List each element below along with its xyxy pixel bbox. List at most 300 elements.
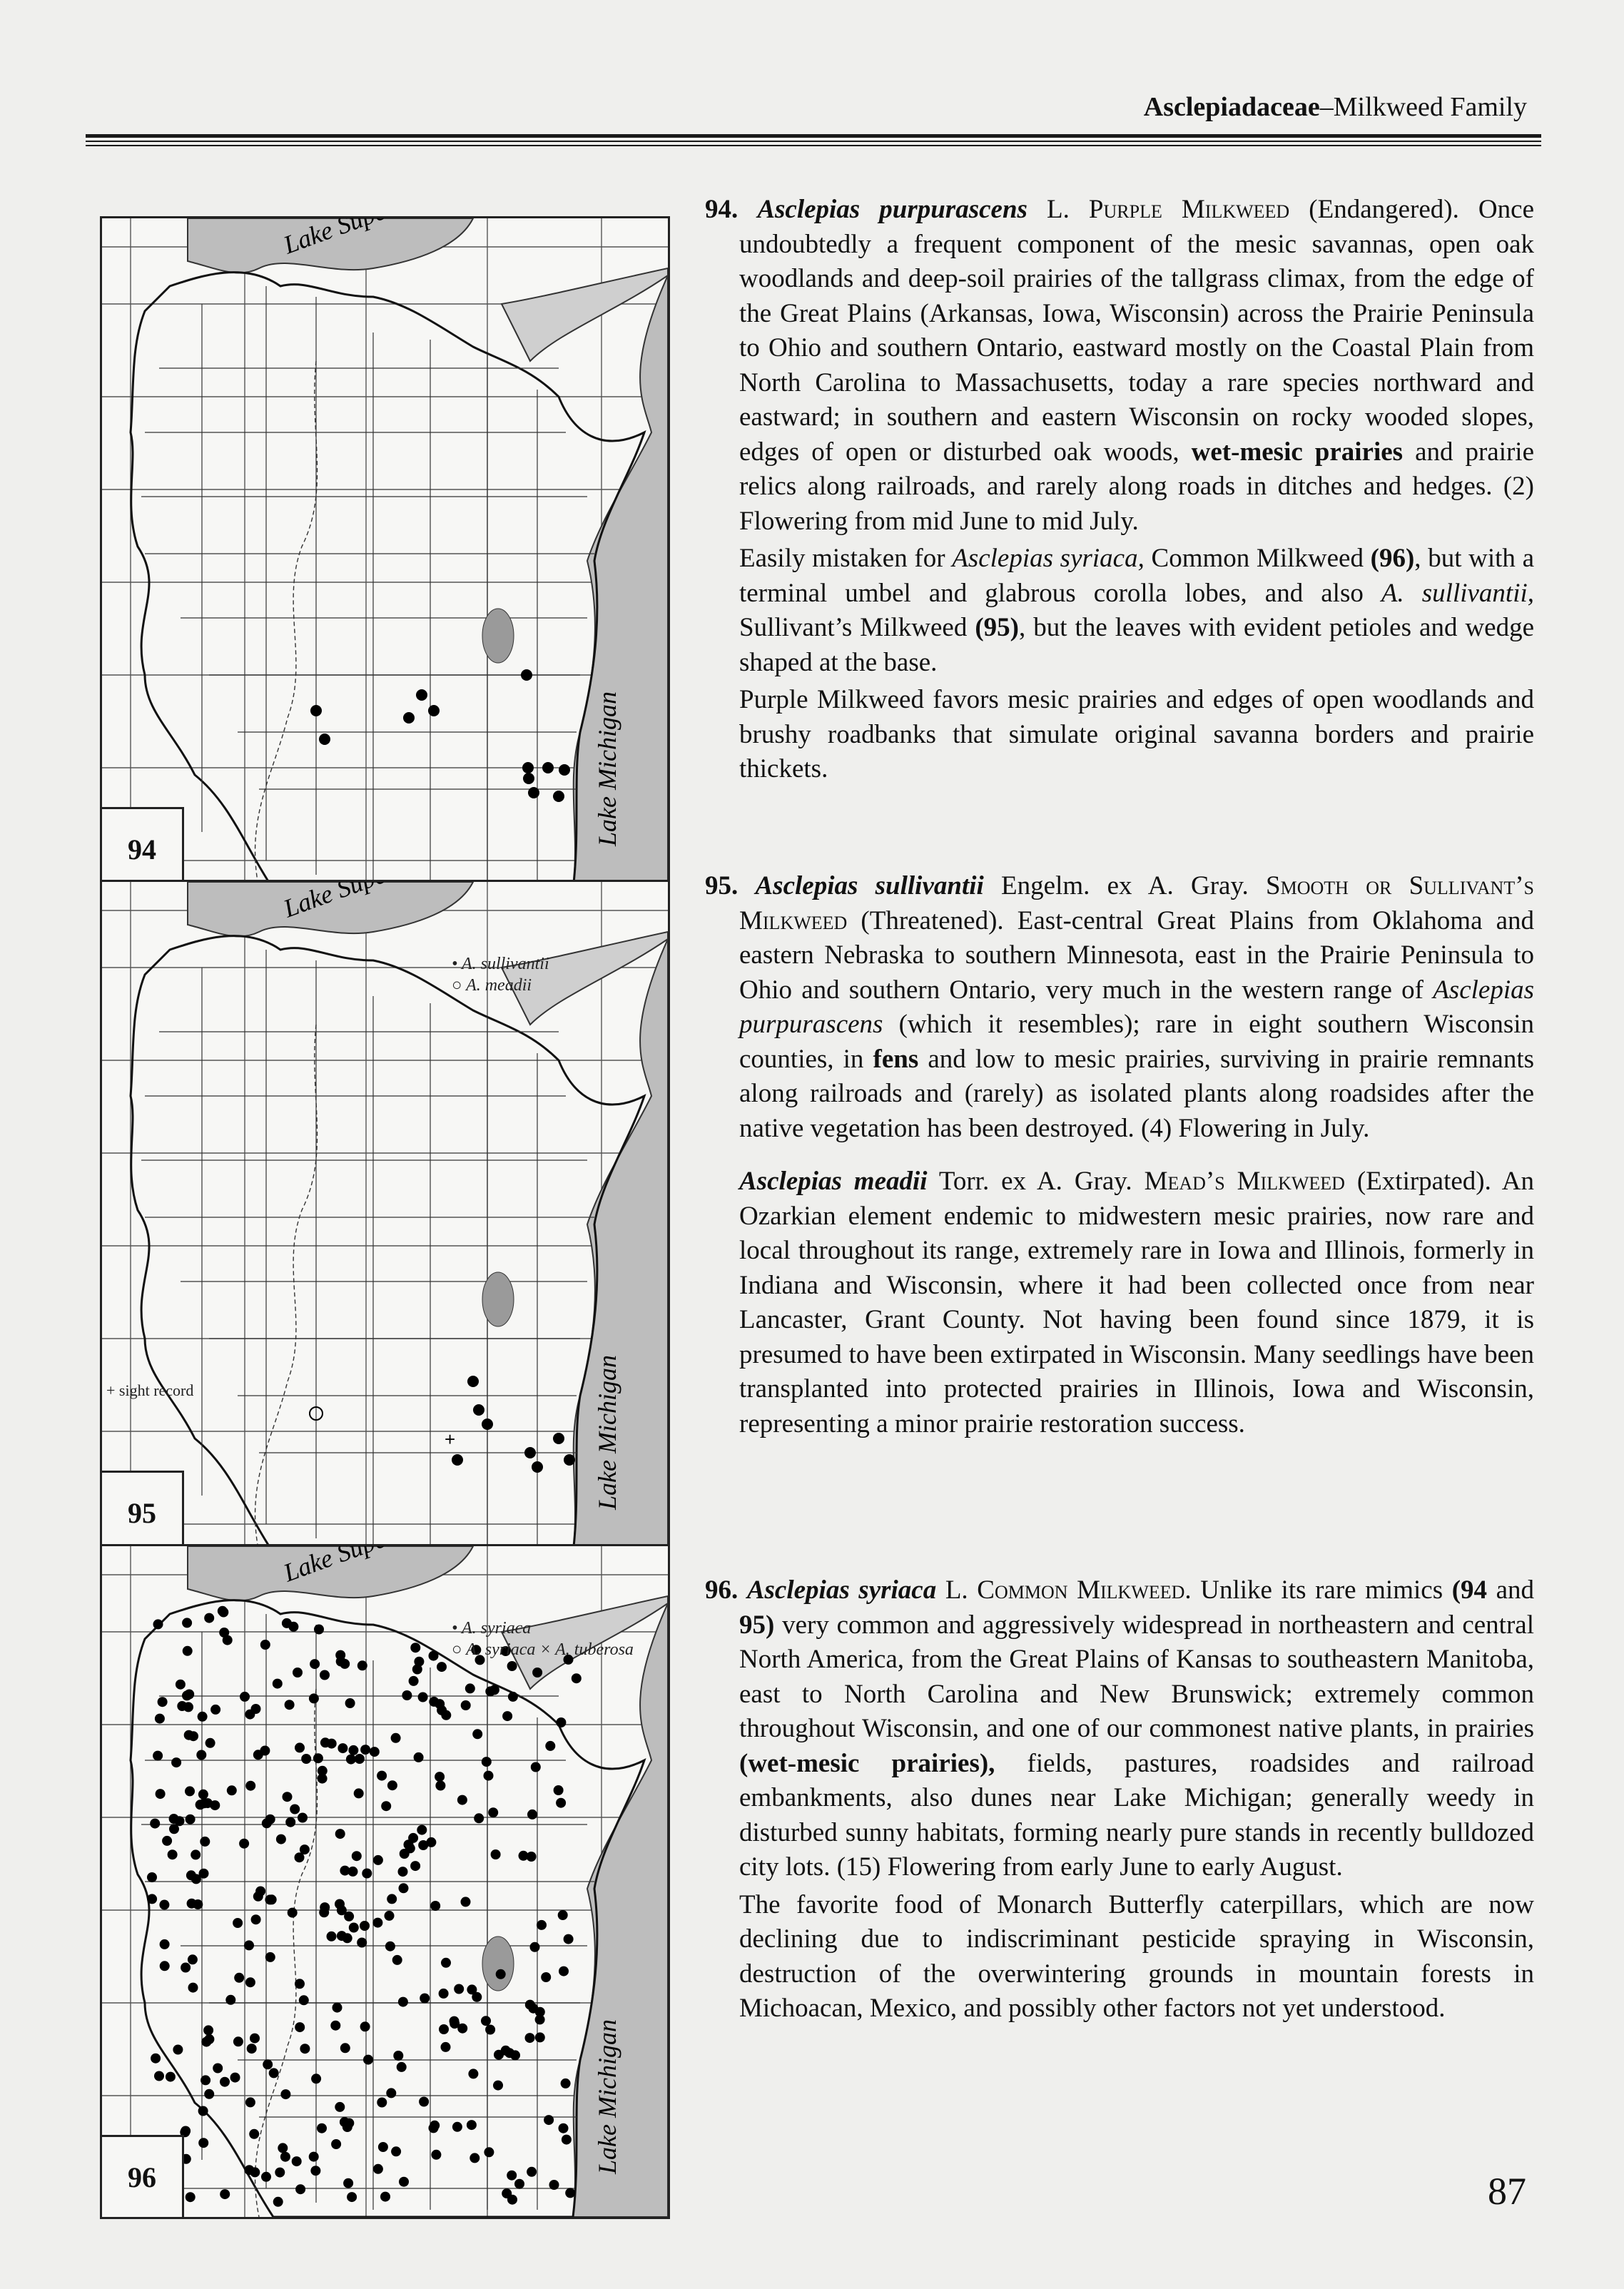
record-dot — [201, 2075, 210, 2085]
record-dot — [283, 1792, 293, 1802]
record-dot — [377, 1771, 387, 1781]
author: L. — [1047, 195, 1070, 224]
record-dot — [153, 1619, 163, 1629]
record-dot — [439, 2024, 449, 2034]
record-dot — [482, 1418, 493, 1430]
record-dot — [240, 1692, 250, 1702]
record-dot — [292, 2156, 302, 2166]
record-dot — [542, 762, 554, 773]
record-dot — [360, 1921, 370, 1931]
record-dot — [244, 1940, 254, 1950]
record-dot — [265, 1952, 275, 1962]
record-dot — [496, 1969, 506, 1979]
record-dot — [166, 2072, 176, 2082]
entry-95 — [705, 869, 1534, 1441]
record-dot — [173, 2045, 183, 2055]
record-dot — [220, 2077, 230, 2087]
record-dot — [381, 1801, 391, 1811]
record-dot — [354, 1788, 364, 1798]
record-dot — [280, 2152, 290, 2162]
record-dot — [357, 1938, 367, 1948]
record-dot — [227, 1785, 237, 1795]
record-dot — [430, 1901, 440, 1911]
record-dot — [418, 1840, 428, 1850]
record-dot — [278, 2143, 288, 2153]
record-dot — [253, 1892, 263, 1902]
record-dot — [293, 1668, 303, 1678]
record-dot — [310, 2166, 320, 2176]
record-dot — [429, 2123, 439, 2133]
body-text: fields, pastures, roadsides and railroad embankments, also dunes near Lake Michigan; generally weedy in disturbed sunny habitats, forming nearly pure stands in recently bulldozed city lots. (15) Flowering from early June to early August. — [739, 1748, 1535, 1882]
record-dot — [301, 1754, 311, 1764]
record-dot — [213, 2064, 223, 2074]
record-dot — [154, 2071, 164, 2081]
record-dot — [273, 1679, 283, 1689]
record-dot — [285, 1817, 295, 1827]
record-dot — [147, 1894, 157, 1904]
record-dot — [200, 1837, 210, 1847]
record-dot — [295, 2184, 305, 2194]
record-dot — [245, 1781, 255, 1791]
record-dot — [210, 1705, 220, 1715]
body-text: Once undoubtedly a frequent component of the mesic savannas, open oak woodlands and deep-soil prairies of the tallgrass climax, from the edge of the Great Plains (Arkansas, Iowa, Wisconsin) across the Prairie Peninsula to Ohio and southern Ontario, eastward mostly on the Coastal Plain from North Carolina to Massachusetts, today a rare species northward and eastward; in southern and eastern Wisconsin on rocky wooded slopes, edges of open or disturbed oak woods, — [739, 195, 1534, 467]
page-number: 87 — [1488, 2170, 1526, 2213]
record-dot — [441, 1710, 451, 1720]
record-dot — [428, 705, 440, 716]
record-dot — [186, 1870, 196, 1880]
species-name: Asclepias syriaca — [746, 1575, 937, 1605]
map-number-96: 96 — [102, 2135, 184, 2217]
entry-number: 96. — [705, 1575, 739, 1605]
habitat-bold: (wet-mesic prairies), — [739, 1748, 995, 1778]
record-dot — [414, 1752, 424, 1762]
record-dot — [549, 2180, 559, 2190]
record-dot — [467, 1376, 479, 1387]
record-dot — [402, 1690, 412, 1700]
record-dot — [251, 1914, 261, 1924]
record-dot — [253, 1750, 263, 1760]
author: Torr. ex A. Gray. — [938, 1167, 1132, 1196]
entry-94-para-2 — [705, 542, 1534, 680]
record-dot — [162, 1836, 172, 1846]
record-dot — [169, 1814, 179, 1824]
record-dot — [535, 2032, 545, 2042]
record-dot — [247, 2044, 257, 2054]
record-dot — [485, 2025, 495, 2035]
record-dot — [418, 1692, 428, 1702]
record-dot — [345, 1698, 355, 1708]
record-dot — [535, 2014, 545, 2024]
record-dot — [403, 712, 415, 724]
record-dot — [331, 2139, 341, 2149]
entry-96-para-1 — [705, 1573, 1534, 1885]
record-dot — [295, 1979, 305, 1989]
record-dot — [385, 1911, 395, 1921]
record-dot — [203, 2025, 213, 2035]
record-dot — [429, 1697, 439, 1707]
record-dot — [198, 2138, 208, 2148]
record-dot — [186, 1815, 196, 1824]
record-dot — [335, 1899, 345, 1909]
record-dot — [398, 1867, 408, 1877]
record-dot — [171, 1757, 181, 1767]
legend-meadii: ○ A. meadii — [452, 976, 532, 995]
cross-ref: (95) — [975, 613, 1020, 642]
record-dot — [311, 2074, 321, 2084]
record-dot — [410, 1643, 420, 1653]
body-text: East-central Great Plains from Oklahoma and eastern Nebraska to southern Minnesota, east in the Prairie Peninsula to Ohio and southern Ontario, very much in the western range of — [739, 905, 1535, 1005]
record-dot — [245, 2097, 255, 2107]
body-text: Unlike its rare mimics — [1200, 1575, 1443, 1605]
record-dot — [357, 1660, 367, 1670]
record-dot — [521, 669, 532, 681]
record-dot — [160, 1961, 170, 1971]
record-dot — [435, 1772, 445, 1782]
record-dot — [244, 2165, 254, 2175]
record-dot — [410, 1861, 420, 1871]
record-dot — [435, 1781, 445, 1791]
record-dot — [340, 2043, 350, 2053]
record-dot — [484, 1771, 494, 1781]
record-dot — [269, 2068, 279, 2078]
record-dot — [230, 2073, 240, 2083]
cross-ref: (96) — [1370, 544, 1415, 573]
record-dot — [225, 1995, 235, 2005]
record-dot — [349, 1923, 359, 1933]
entry-94-para-1 — [705, 193, 1534, 539]
record-dot — [239, 1839, 249, 1849]
record-dot — [317, 2123, 327, 2133]
record-dot — [377, 2098, 387, 2108]
record-dot — [559, 764, 570, 776]
species-ref: Asclepias syriaca, — [952, 544, 1145, 573]
record-dot — [168, 1849, 178, 1859]
record-dot — [300, 2044, 310, 2054]
record-dot — [537, 1920, 547, 1930]
record-dot — [220, 2189, 230, 2199]
record-dot — [188, 1983, 198, 1993]
distribution-map-96 — [100, 1544, 670, 2219]
record-dot — [177, 1701, 187, 1711]
record-dot — [265, 1815, 275, 1824]
record-dot — [156, 1789, 166, 1799]
record-dot — [261, 2172, 271, 2182]
map-94-drawing — [102, 218, 668, 889]
common-name: Purple Milkweed — [1088, 195, 1290, 224]
record-dot — [545, 1741, 555, 1751]
record-dot — [408, 1833, 418, 1843]
map-number-94: 94 — [102, 807, 184, 889]
record-dot — [457, 1795, 467, 1805]
record-dot — [450, 2016, 460, 2026]
body-text: An Ozarkian element endemic to midwestern mesic prairies, now rare and local throughout its range, extremely rare in Iowa and Illinois, formerly in Indiana and Wisconsin, where it had been collected once from near Lancaster, Grant County. Not having been found since 1879, it is presumed to have been extirpated in Wisconsin. Many seedlings have been transplanted into protected prairies in Illinois, Iowa and Wisconsin, representing a minor prairie restoration success. — [739, 1167, 1534, 1438]
record-dot — [385, 1942, 395, 1952]
record-dot — [188, 1731, 198, 1741]
record-dot — [457, 2024, 467, 2034]
record-dot — [525, 2033, 535, 2043]
record-dot — [265, 1894, 275, 1904]
record-dot — [409, 1676, 419, 1686]
record-dot — [198, 2106, 208, 2116]
record-dot — [470, 2153, 479, 2163]
record-dot — [150, 1819, 160, 1829]
entry-95-para-1 — [705, 869, 1534, 1146]
record-dot — [285, 1700, 295, 1710]
record-dot — [565, 2188, 575, 2198]
record-dot — [363, 2055, 373, 2065]
record-dot — [335, 2102, 345, 2112]
cross-ref: (94 — [1451, 1575, 1488, 1605]
record-dot — [275, 2168, 285, 2178]
record-dot — [393, 2051, 403, 2061]
record-dot — [300, 1844, 310, 1854]
common-name: Common Milkweed. — [977, 1575, 1192, 1605]
body-text: very common and aggressively widespread in northeastern and central North America, from the Great Plains of Kansas to southeastern Manitoba, east to North Carolina and New Brunswick; extremely common throughout Wisconsin, and one of our commonest native plants, in prairies — [739, 1610, 1534, 1743]
record-dot — [158, 1697, 168, 1707]
record-dot — [295, 2022, 305, 2032]
habitat-bold: wet-mesic prairies — [1191, 437, 1404, 467]
entry-95-meadii — [705, 1164, 1534, 1441]
common-name: Mead’s Milkweed — [1144, 1167, 1345, 1196]
record-dot — [160, 1939, 170, 1949]
record-dot — [559, 1966, 569, 1976]
body-text: and low to mesic prairies, surviving in prairie remnants along railroads and (rarely) as isolated plants along roadsides after the native vegetation has been destroyed. (4) Flowering in July. — [739, 1044, 1535, 1143]
sight-record-cross: + — [445, 1428, 456, 1450]
record-dot — [484, 2147, 494, 2157]
record-dot — [502, 1711, 512, 1721]
record-dot — [219, 1628, 229, 1638]
species-name: Asclepias sullivantii — [755, 871, 984, 900]
record-dot — [524, 1447, 536, 1458]
record-dot — [338, 1743, 347, 1753]
record-dot — [452, 1454, 463, 1466]
sight-record-key: + sight record — [106, 1381, 194, 1399]
map-number-95: 95 — [102, 1471, 184, 1553]
header-family: Asclepiadaceae — [1143, 92, 1320, 122]
record-dot — [452, 2122, 462, 2132]
record-dot — [558, 1910, 568, 1920]
record-dot — [234, 1973, 244, 1983]
record-dot — [355, 1754, 365, 1764]
record-dot — [360, 2021, 370, 2031]
record-dot — [488, 1807, 498, 1817]
record-dot — [553, 1433, 564, 1444]
record-dot — [380, 2192, 390, 2202]
record-dot — [397, 2062, 407, 2072]
record-dot — [527, 1810, 537, 1819]
record-dot — [298, 1813, 308, 1823]
record-dot — [489, 1685, 499, 1695]
record-dot — [204, 1613, 214, 1623]
record-dot — [372, 1918, 382, 1928]
record-dot — [429, 1651, 439, 1661]
record-dot — [318, 1766, 328, 1776]
record-dot — [561, 2079, 571, 2088]
record-dot — [250, 2034, 260, 2044]
record-dot — [431, 2150, 441, 2160]
record-dot — [494, 2050, 504, 2060]
record-dot — [531, 1762, 541, 1772]
author: L. — [945, 1575, 968, 1605]
record-dot — [159, 1900, 169, 1910]
record-dot — [556, 1798, 566, 1808]
species-name: Asclepias purpurascens — [757, 195, 1027, 224]
entry-94 — [705, 193, 1534, 787]
legend-syriaca-hybrid: ○ A. syriaca × A. tuberosa — [452, 1640, 634, 1659]
entry-96-para-2: The favorite food of Monarch Butterfly caterpillars, which are now declining due to indiscriminant pesticide spraying in Wisconsin, destruction of the overwintering grounds in mountain forests in Michoacan, Mexico, and possibly other factors not yet understood. — [739, 1889, 1534, 2023]
record-dot — [187, 1899, 197, 1909]
lake-michigan-label: Lake Michigan — [593, 1355, 621, 1510]
record-dot — [319, 734, 330, 745]
record-dot — [153, 1751, 163, 1761]
record-dot — [454, 1984, 464, 1994]
status: (Endangered). — [1309, 195, 1459, 224]
map-95-legend — [452, 953, 549, 996]
record-dot — [514, 2179, 524, 2189]
record-dot — [392, 1955, 402, 1965]
record-dot — [441, 2042, 451, 2052]
record-dot — [198, 1712, 208, 1722]
record-dot — [348, 1867, 358, 1877]
record-dot — [370, 1747, 380, 1757]
record-dot — [233, 1918, 243, 1928]
record-dot — [176, 1680, 186, 1690]
record-dot — [169, 1824, 179, 1834]
record-dot — [481, 2016, 491, 2026]
record-dot — [183, 1646, 193, 1656]
record-dot — [181, 1963, 191, 1973]
record-dot — [419, 2097, 429, 2107]
record-dot — [309, 1693, 319, 1703]
record-dot — [344, 2118, 354, 2128]
record-dot — [472, 1729, 482, 1739]
record-dot — [465, 1683, 475, 1693]
record-dot — [473, 1404, 484, 1416]
record-dot — [320, 1670, 330, 1680]
record-dot — [347, 2192, 357, 2202]
distribution-map-95 — [100, 880, 670, 1555]
record-dot — [310, 1659, 320, 1669]
record-dot — [336, 1657, 346, 1667]
record-dot — [386, 2088, 396, 2098]
record-dot — [263, 2059, 273, 2069]
record-dot — [233, 2036, 243, 2046]
record-dot — [196, 1750, 206, 1760]
status: (Threatened). — [861, 905, 1004, 935]
header-rule-bottom — [86, 145, 1541, 146]
entry-94-para-3: Purple Milkweed favors mesic prairies and edges of open woodlands and brushy roadbanks that simulate original savanna borders and prairie thickets. — [739, 685, 1534, 783]
record-dot — [182, 1690, 192, 1700]
record-dot — [151, 2054, 161, 2064]
record-dot — [544, 2115, 554, 2125]
record-dot — [295, 1742, 305, 1752]
cross-ref: 95) — [739, 1610, 775, 1640]
record-dot — [218, 1608, 228, 1618]
record-dot — [398, 1997, 408, 2007]
record-dot — [437, 1662, 447, 1672]
record-dot — [280, 2089, 290, 2099]
record-dot — [333, 2003, 342, 2013]
header-common: –Milkweed Family — [1319, 92, 1527, 122]
entry-number: 94. — [705, 195, 739, 224]
record-dot — [346, 1755, 356, 1765]
record-dot — [188, 1954, 198, 1964]
record-dot — [562, 2135, 572, 2145]
record-dot — [491, 1849, 501, 1859]
record-dot — [290, 1805, 300, 1815]
record-dot — [245, 1977, 255, 1987]
record-dot — [288, 1908, 298, 1918]
distribution-map-94 — [100, 216, 670, 891]
running-header — [1085, 91, 1527, 123]
record-dot — [205, 1738, 215, 1748]
record-dot — [276, 1834, 286, 1844]
record-dot — [467, 1984, 477, 1994]
record-dot — [191, 1849, 201, 1859]
record-dot — [439, 1989, 449, 1999]
header-rule-top — [86, 134, 1541, 138]
status: (Extirpated). — [1356, 1167, 1491, 1196]
record-dot — [399, 1883, 409, 1893]
record-dot — [564, 1934, 574, 1944]
legend-sullivantii: • A. sullivantii — [452, 955, 549, 973]
record-dot — [416, 689, 427, 701]
record-dot — [528, 787, 539, 798]
author: Engelm. ex A. Gray. — [1001, 871, 1249, 900]
record-dot — [203, 1798, 213, 1808]
species-name: Asclepias meadii — [739, 1167, 928, 1196]
habitat-bold: fens — [873, 1044, 919, 1074]
record-dot — [330, 2021, 340, 2031]
species-ref: A. sullivantii, — [1381, 578, 1535, 608]
record-dot — [417, 1825, 427, 1835]
record-dot — [532, 1461, 543, 1473]
body-text: (which it resembles); rare in eight southern Wisconsin counties, in — [739, 1010, 1534, 1074]
record-dot — [541, 1972, 551, 1982]
record-dot — [147, 1872, 157, 1882]
record-dot — [508, 1692, 518, 1702]
record-dot — [344, 1912, 354, 1922]
record-dot — [343, 2178, 353, 2188]
record-dot — [530, 1942, 540, 1952]
record-dot — [155, 1714, 165, 1724]
entry-number: 95. — [705, 871, 739, 900]
record-dot — [504, 2048, 514, 2058]
record-dot — [572, 1673, 582, 1683]
body-text: , but with a terminal umbel and glabrous corolla lobes, and also — [739, 544, 1535, 608]
lake-michigan-label: Lake Michigan — [593, 2019, 621, 2174]
record-dot — [186, 2192, 196, 2202]
record-dot — [391, 2146, 401, 2156]
body-text: and — [1496, 1575, 1535, 1605]
body-text: Common Milkweed — [1151, 544, 1364, 573]
legend-syriaca: • A. syriaca — [452, 1619, 532, 1638]
record-dot — [352, 1851, 362, 1861]
record-dot — [564, 1454, 575, 1466]
record-dot — [204, 2034, 214, 2044]
record-dot — [337, 1931, 347, 1941]
record-dot — [182, 1618, 192, 1628]
header-rule-mid — [86, 141, 1541, 142]
lake-michigan-label: Lake Michigan — [593, 691, 621, 846]
body-text: Easily mistaken for — [739, 544, 945, 573]
record-dot — [251, 1704, 261, 1714]
record-dot — [507, 2171, 517, 2181]
record-dot — [519, 1851, 529, 1861]
record-dot — [523, 773, 534, 784]
body-text: and prairie relics along railroads, and rarely along roads in ditches and hedges. (2) Flowering from mid June to mid July. — [739, 437, 1535, 536]
record-dot — [522, 762, 534, 773]
